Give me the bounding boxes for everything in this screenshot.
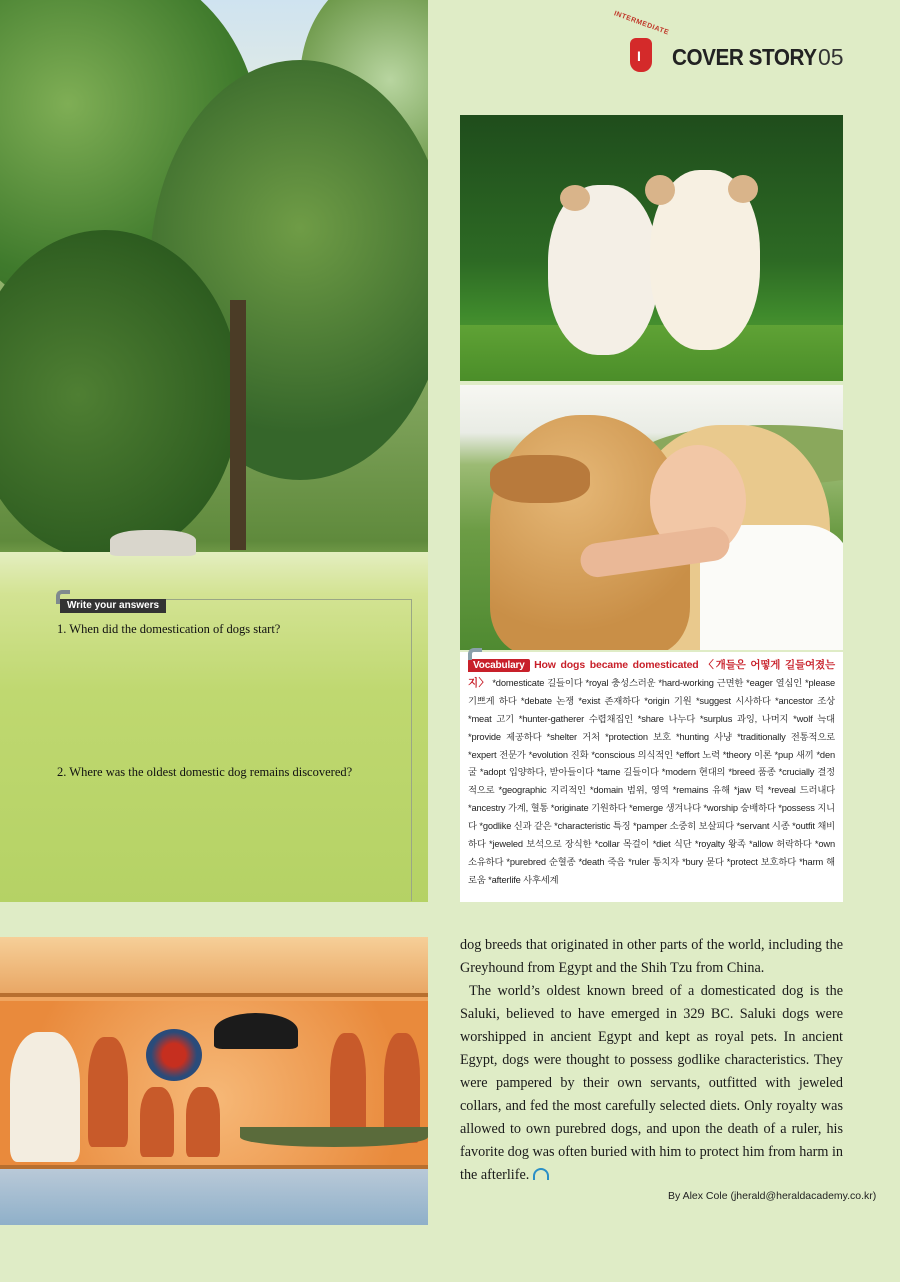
- questions-tag: Write your answers: [60, 599, 166, 613]
- article-paragraph: dog breeds that originated in other parts of the world, including the Greyhound from Egypt and the Shih Tzu from China.: [460, 937, 843, 976]
- questions-box: [56, 599, 412, 901]
- girl-hugging-dog-photo: [460, 385, 843, 650]
- vocabulary-box: [460, 652, 843, 902]
- headphone-icon[interactable]: [533, 1168, 549, 1180]
- article-body: [460, 934, 843, 1187]
- byline: By Alex Cole (jherald@heraldacademy.co.kr): [668, 1190, 877, 1202]
- puppies-photo: [460, 115, 843, 381]
- level-label: INTERMEDIATE: [612, 10, 670, 37]
- page-number: 05: [818, 44, 844, 70]
- section-title: COVER STORY: [672, 44, 817, 70]
- vocabulary-tag-corner: [468, 648, 482, 660]
- vocabulary-tag: Vocabulary: [468, 659, 530, 672]
- vocabulary-body: *domesticate 길들이다 *royal 충성스러운 *hard-working 근면한 *eager 열심인 *please 기쁘게 하다 *debate 논쟁 *exist 존재하다 *origin 기원 *suggest 시사하다 *ancestor 조상 *meat 고기 *hunter-gatherer 수렵채집인 *share 나누다 *surplus 과잉, 나머지 *wolf 늑대 *provide 제공하다 *shelter 거처 *protection 보호 *hunting 사냥 *traditionally 전통적으로 *expert 전문가 *evolution 진화 *conscious 의식적인 *effort 노력 *theory 이론 *pup 새끼 *den 굴 *adopt 입양하다, 받아들이다 *tame 길들이다 *modern 현대의 *breed 품종 *crucially 결정적으로 *geographic 지리적인 *domain 범위, 영역 *remains 유해 *jaw 턱 *reveal 드러내다 *ancestry 가계, 혈통 *originate 기원하다 *emerge 생겨나다 *worship 숭배하다 *possess 지니다 *godlike 신과 같은 *characteristic 특징 *pamper 소중히 보살피다 *servant 시종 *outfit 채비하다 *jeweled 보석으로 장식한 *collar 목걸이 *diet 식단 *royalty 왕족 *allow 허락하다 *own 소유하다 *purebred 순혈종 *death 죽음 *ruler 통치자 *bury 묻다 *protect 보호하다 *harm 해로움 *afterlife 사후세계: [468, 677, 836, 885]
- question-1: 1. When did the domestication of dogs start?: [57, 622, 281, 636]
- intermediate-hand-icon: [630, 38, 652, 72]
- article-paragraph: The world’s oldest known breed of a domesticated dog is the Saluki, believed to have emerged in 329 BC. Saluki dogs were worshipped in ancient Egypt and kept as royal pets. In ancient Egypt, dogs were thought to possess godlike characteristics. They were pampered by their own servants, outfitted with jeweled collars, and fed the most carefully selected diets. Only royalty was allowed to own purebred dogs, and upon the death of a ruler, his favorite dog was often buried with him to protect him from harm in the afterlife.: [460, 983, 843, 1183]
- question-2: 2. Where was the oldest domestic dog remains discovered?: [57, 765, 353, 779]
- vocabulary-title: How dogs became domesticated 〈개들은 어떻게 길들여졌는지〉: [468, 659, 835, 689]
- egyptian-mural-illustration: [0, 937, 428, 1225]
